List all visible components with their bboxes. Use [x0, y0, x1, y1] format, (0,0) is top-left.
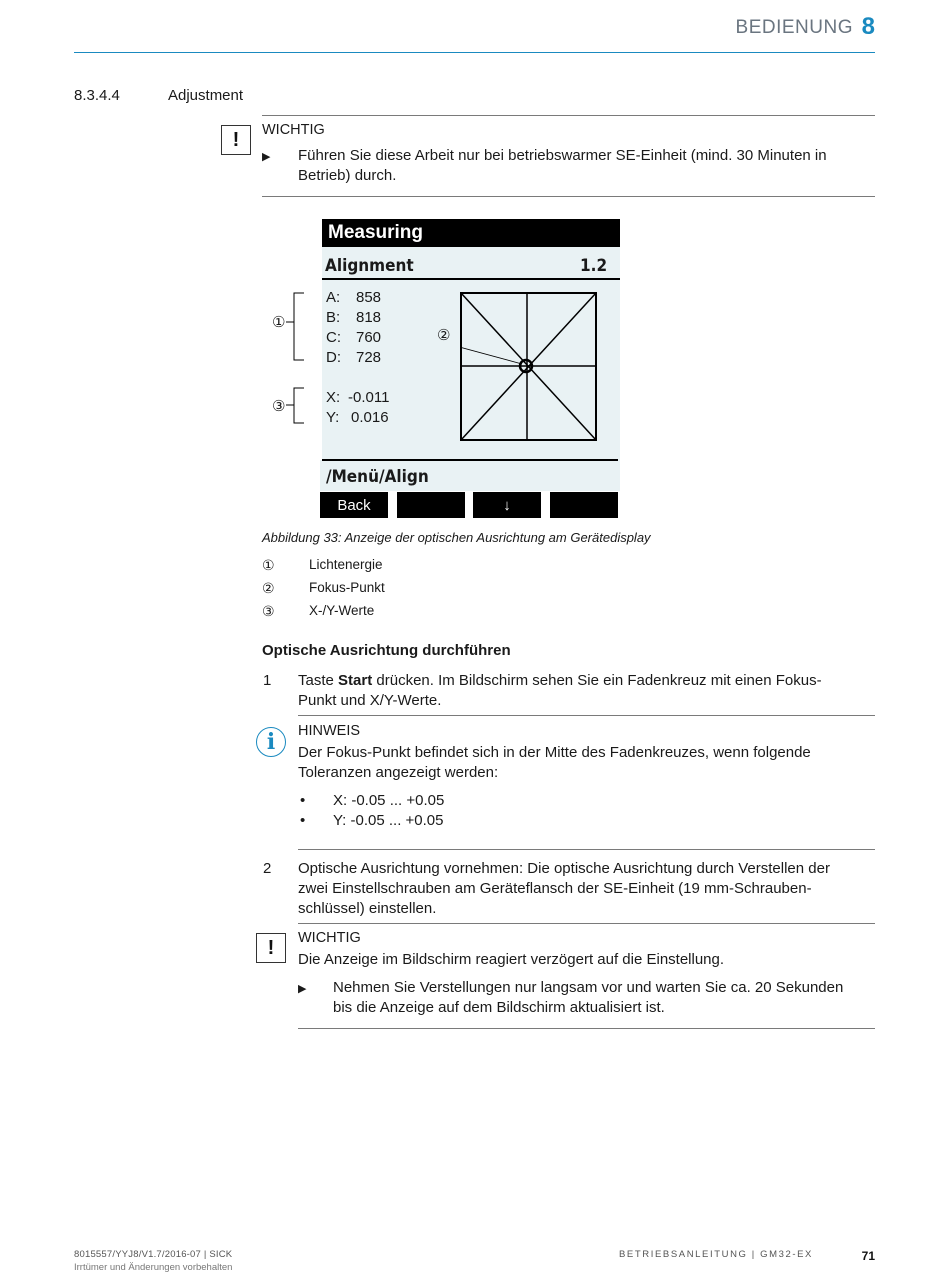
warning2-text: Die Anzeige im Bildschirm reagiert verzögert auf die Einstellung. [298, 951, 725, 968]
note-bullet-1: X: -0.05 ... +0.05 [333, 792, 445, 809]
step-1-text-line2: Punkt und X/Y-Werte. [298, 692, 442, 709]
warning2-label: WICHTIG [298, 930, 361, 946]
note-bullet-2: Y: -0.05 ... +0.05 [333, 812, 444, 829]
value-d-label: D: [326, 349, 341, 366]
step-2-text-line3: schlüssel) einstellen. [298, 900, 437, 917]
display-divider-top [322, 278, 620, 280]
warning-text-line2: Betrieb) durch. [298, 167, 397, 184]
callout-2: ② [437, 327, 451, 344]
display-divider-bottom [322, 459, 618, 461]
value-y: 0.016 [351, 409, 389, 426]
note-text-line1: Der Fokus-Punkt befindet sich in der Mitte des Fadenkreuzes, wenn folgende [298, 744, 811, 761]
value-x: -0.011 [348, 389, 390, 406]
value-b: 818 [356, 309, 382, 326]
callout-1: ① [272, 314, 286, 331]
legend-text-1: Lichtenergie [309, 557, 383, 572]
legend-num-3: ③ [262, 603, 275, 619]
step-2-text-line1: Optische Ausrichtung vornehmen: Die optische Ausrichtung durch Verstellen der [298, 860, 830, 877]
step-1-number: 1 [263, 672, 272, 689]
footer-doc-id: 8015557/YYJ8/V1.7/2016-07 | SICK [74, 1249, 233, 1260]
softkey-2[interactable] [397, 492, 465, 518]
legend-num-2: ② [262, 580, 275, 596]
bullet-dot: • [300, 812, 306, 829]
callout-3: ③ [272, 398, 286, 415]
crosshair-graphic [460, 292, 597, 441]
warning-icon: ! [256, 933, 286, 963]
warning2-action-line1: Nehmen Sie Verstellungen nur langsam vor und warten Sie ca. 20 Sekunden [333, 979, 844, 996]
info-icon: i [256, 727, 286, 757]
section-title: Adjustment [168, 87, 244, 104]
display-version: 1.2 [580, 256, 608, 276]
value-y-label: Y: [326, 409, 340, 426]
note-top-rule [298, 715, 875, 716]
step-2-text-line2: zwei Einstellschrauben am Geräteflansch der SE-Einheit (19 mm-Schrauben- [298, 880, 812, 897]
header-chapter-number: 8 [861, 13, 875, 40]
display-path: /Menü/Align [326, 467, 429, 487]
header-divider [74, 52, 875, 53]
note-bottom-rule [298, 849, 875, 850]
softkey-back[interactable]: Back [320, 492, 388, 518]
step-2-number: 2 [263, 860, 272, 877]
display-title: Measuring [322, 219, 620, 247]
warning-icon: ! [221, 125, 251, 155]
value-d: 728 [356, 349, 382, 366]
value-b-label: B: [326, 309, 341, 326]
value-a: 858 [356, 289, 382, 306]
warning-text-line1: Führen Sie diese Arbeit nur bei betriebswarmer SE-Einheit (mind. 30 Minuten in [298, 147, 827, 164]
callout-brackets [286, 288, 326, 428]
softkey-4[interactable] [550, 492, 618, 518]
softkey-down[interactable]: ↓ [473, 492, 541, 518]
warning2-action-line2: bis die Anzeige auf dem Bildschirm aktualisiert ist. [333, 999, 665, 1016]
warning-bottom-rule [262, 196, 875, 197]
action-arrow-icon: ▶ [298, 983, 307, 995]
section-number: 8.3.4.4 [74, 87, 120, 104]
procedure-title: Optische Ausrichtung durchführen [262, 642, 511, 659]
value-c-label: C: [326, 329, 341, 346]
warning2-top-rule [298, 923, 875, 924]
action-arrow-icon: ▶ [262, 151, 271, 163]
warning-top-rule [262, 115, 875, 116]
value-x-label: X: [326, 389, 341, 406]
warning-label: WICHTIG [262, 122, 325, 138]
value-c: 760 [356, 329, 382, 346]
legend-text-3: X-/Y-Werte [309, 603, 375, 618]
step-1-text-line1: Taste Start drücken. Im Bildschirm sehen Sie ein Fadenkreuz mit einen Fokus- [298, 672, 822, 689]
note-text-line2: Toleranzen angezeigt werden: [298, 764, 499, 781]
value-a-label: A: [326, 289, 341, 306]
warning2-bottom-rule [298, 1028, 875, 1029]
page-number: 71 [861, 1249, 875, 1263]
legend-text-2: Fokus-Punkt [309, 580, 385, 595]
figure-caption: Abbildung 33: Anzeige der optischen Ausrichtung am Gerätedisplay [262, 530, 651, 545]
bullet-dot: • [300, 792, 306, 809]
header-section-title: BEDIENUNG [735, 17, 853, 38]
display-subtitle: Alignment [325, 256, 414, 276]
note-label: HINWEIS [298, 723, 361, 739]
footer-manual-title: BETRIEBSANLEITUNG | GM32-EX [618, 1249, 813, 1260]
footer-disclaimer: Irrtümer und Änderungen vorbehalten [74, 1262, 233, 1273]
legend-num-1: ① [262, 557, 275, 573]
